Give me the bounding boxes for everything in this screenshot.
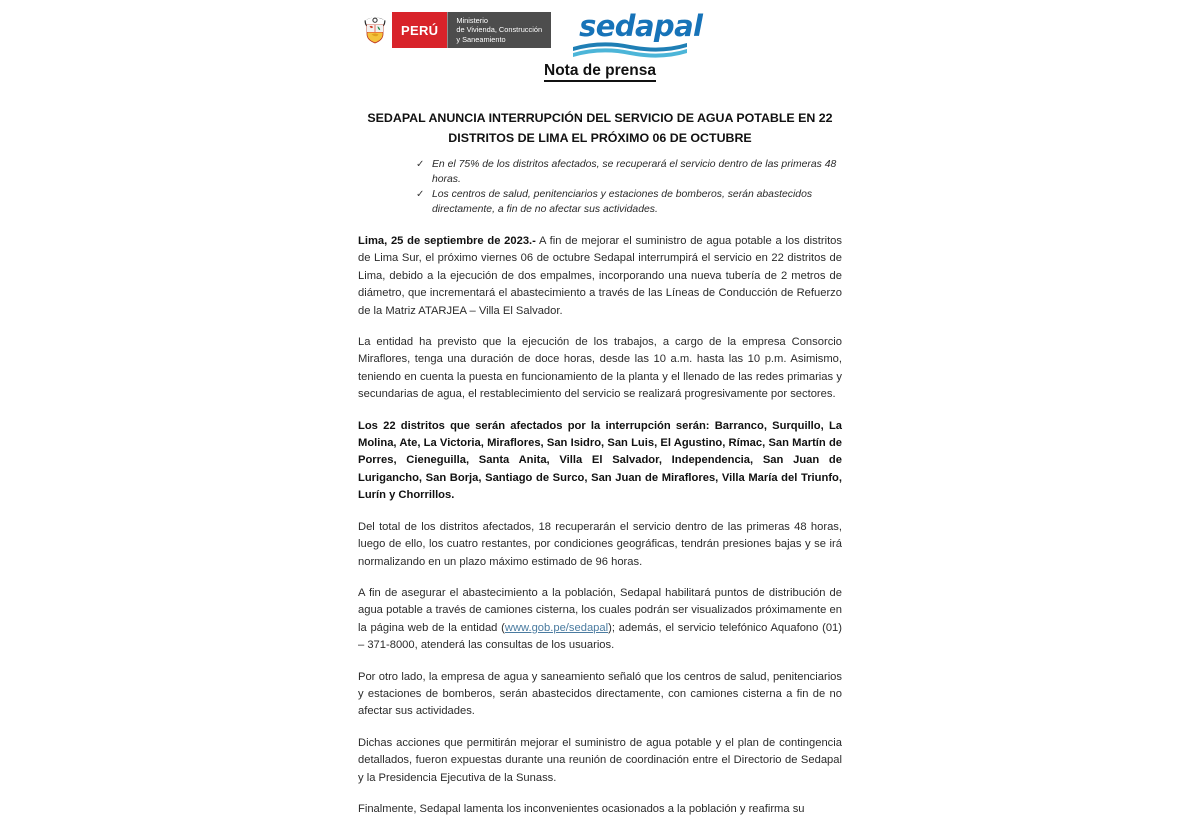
paragraph-coordination-meeting: Dichas acciones que permitirán mejorar el suministro de agua potable y el plan de contingencia detallados, fueron expuestas durante una reunión de coordinación entre el Directorio de Sedapal y la Presidencia Ejecutiva de la Sunass. xyxy=(358,736,842,784)
section-label xyxy=(0,62,1200,80)
summary-bullets xyxy=(416,158,844,218)
paragraph-critical-facilities: Por otro lado, la empresa de agua y saneamiento señaló que los centros de salud, penitenciarios y estaciones de bomberos, serán abastecidos directamente, con camiones cisterna a fin de no afectar sus actividades. xyxy=(358,670,842,718)
body-content xyxy=(358,233,842,832)
logo-bar xyxy=(358,9,842,60)
paragraph-water-trucks xyxy=(358,585,842,655)
page-title: SEDAPAL ANUNCIA INTERRUPCIÓN DEL SERVICIO DE AGUA POTABLE EN 22 DISTRITOS DE LIMA EL PRÓXIMO 06 DE OCTUBRE xyxy=(367,111,833,145)
sedapal-wave-icon xyxy=(571,40,689,60)
sedapal-wordmark: sedapal xyxy=(579,9,703,43)
paragraph-water-trucks-after: ); además, el servicio telefónico Aquafono (01) – 371-8000, atenderá las consultas de los usuarios. xyxy=(358,621,842,652)
paragraph-water-trucks-before: A fin de asegurar el abastecimiento a la población, Sedapal habilitará puntos de distribución de agua potable a través de camiones cisterna, los cuales podrán ser visualizados próximamente en la página web de la entidad ( xyxy=(358,586,842,634)
list-item xyxy=(416,158,844,187)
paragraph-affected-districts: Los 22 distritos que serán afectados por la interrupción serán: Barranco, Surquillo, La Molina, Ate, La Victoria, Miraflores, San Isidro, San Luis, El Agustino, Rímac, San Martín de Porres, Cieneguilla, Santa Anita, Villa El Salvador, Independencia, San Juan de Lurigancho, San Borja, Santiago de Surco, San Juan de Miraflores, Villa María del Triunfo, Lurín y Chorrillos. xyxy=(358,419,842,502)
ministry-line-2: de Vivienda, Construcción xyxy=(456,25,543,35)
ministry-line-3: y Saneamiento xyxy=(456,34,506,44)
check-icon: ✓ xyxy=(416,189,425,201)
bullet-text: Los centros de salud, penitenciarios y estaciones de bomberos, serán abastecidos directamente, a fin de no afectar sus actividades. xyxy=(432,189,813,215)
ministry-name-block xyxy=(447,12,551,48)
ministry-of-housing-logo xyxy=(358,12,551,48)
paragraph-closing: Finalmente, Sedapal lamenta los inconvenientes ocasionados a la población y reafirma su xyxy=(358,802,805,815)
list-item xyxy=(416,188,844,217)
peru-coat-of-arms-icon xyxy=(358,12,392,48)
paragraph-works-duration: La entidad ha previsto que la ejecución de los trabajos, a cargo de la empresa Consorcio Miraflores, tenga una duración de doce horas, desde las 10 a.m. hasta las 10 p.m. Asimismo, teniendo en cuenta la puesta en funcionamiento de la planta y el llenado de las redes primarias y secundarias de agua, el restablecimiento del servicio se realizará progresivamente por sectores. xyxy=(358,336,842,401)
ministry-line-1: Ministerio xyxy=(456,15,488,25)
check-icon: ✓ xyxy=(416,159,425,170)
sedapal-website-link[interactable]: www.gob.pe/sedapal xyxy=(504,621,609,634)
paragraph-recovery-times: Del total de los distritos afectados, 18 recuperarán el servicio dentro de las primeras 48 horas, luego de ello, los cuatro restantes, por condiciones geográficas, tendrán presiones bajas y se irá normalizando en un plazo máximo estimado de 96 horas. xyxy=(358,520,842,568)
sedapal-logo xyxy=(571,9,703,58)
peru-label: PERÚ xyxy=(392,12,447,48)
section-label-text: Nota de prensa xyxy=(544,62,656,82)
paragraph-intro-text: A fin de mejorar el suministro de agua potable a los distritos de Lima Sur, el próximo viernes 06 de octubre Sedapal interrumpirá el servicio en 22 distritos de Lima, debido a la ejecución de dos empalmes, incorporando una nueva tubería de 2 metros de diámetro, que incrementará el abastecimiento a través de las Líneas de Conducción de Refuerzo de la Matriz ATARJEA – Villa El Salvador. xyxy=(358,235,842,317)
bullet-text: En el 75% de los distritos afectados, se recuperará el servicio dentro de las primeras 48 horas. xyxy=(432,159,837,185)
dateline: Lima, 25 de septiembre de 2023.- xyxy=(358,235,536,247)
paragraph-intro xyxy=(358,233,842,320)
